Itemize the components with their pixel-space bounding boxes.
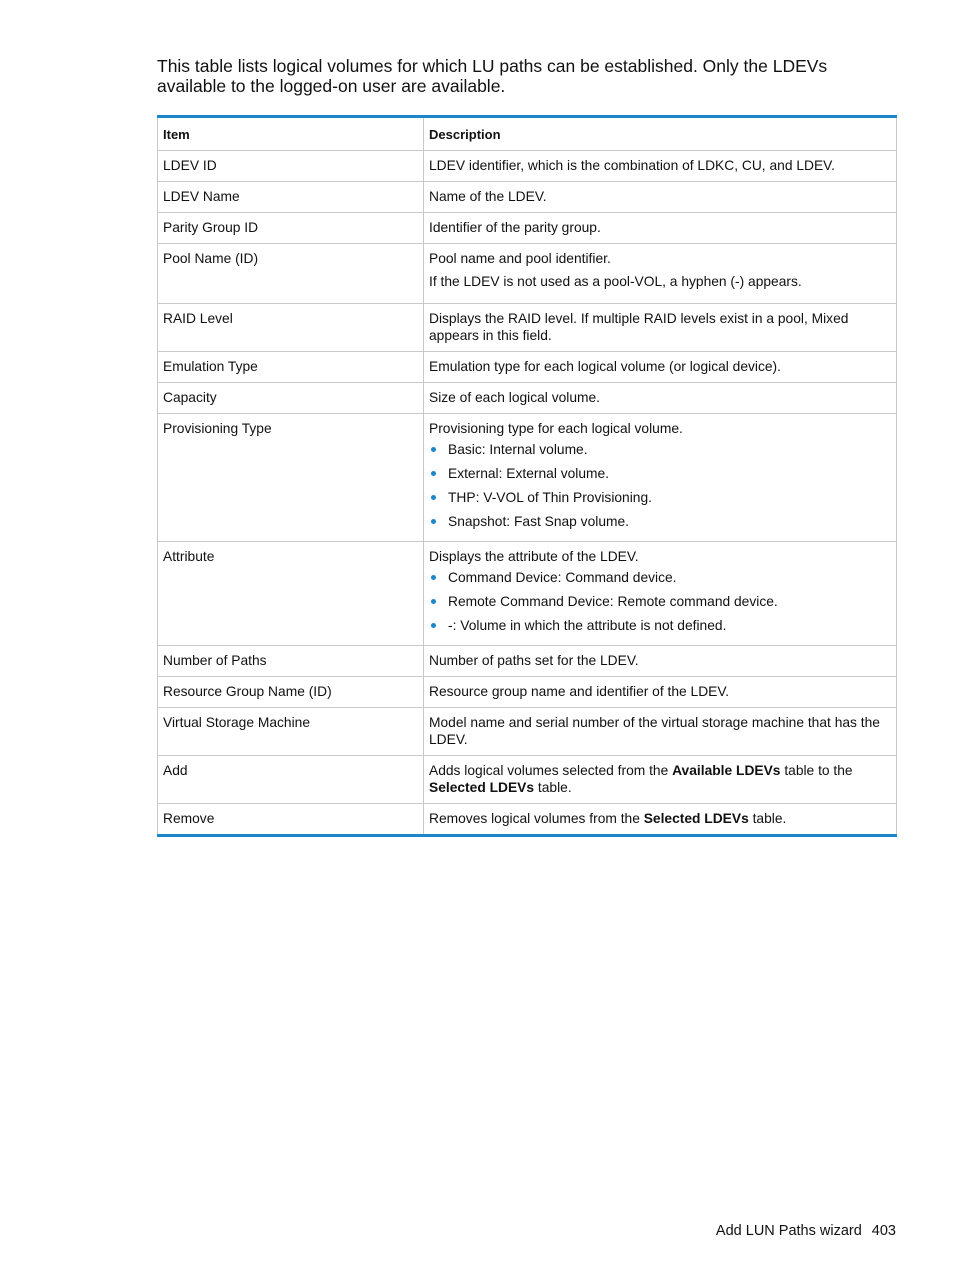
description-cell [424, 677, 897, 708]
item-cell: LDEV Name [158, 182, 424, 213]
table-row [158, 708, 897, 756]
description-text [429, 762, 891, 796]
bullet-icon [431, 447, 436, 452]
item-cell: Emulation Type [158, 352, 424, 383]
description-text: LDEV identifier, which is the combination of LDKC, CU, and LDEV. [429, 158, 835, 173]
table-row [158, 677, 897, 708]
item-cell: Attribute [158, 542, 424, 646]
list-item [429, 569, 891, 586]
ldev-table [157, 115, 897, 837]
bullet-icon [431, 495, 436, 500]
description-text: Displays the RAID level. If multiple RAID levels exist in a pool, Mixed appears in this field. [429, 311, 849, 343]
table-row [158, 756, 897, 804]
text-run: Adds logical volumes selected from the [429, 763, 673, 778]
item-cell: RAID Level [158, 304, 424, 352]
list-item [429, 617, 891, 634]
list-item [429, 465, 891, 482]
description-text: Model name and serial number of the virtual storage machine that has the LDEV. [429, 715, 880, 747]
description-text: Size of each logical volume. [429, 390, 601, 405]
footer-section-title: Add LUN Paths wizard [715, 1223, 862, 1239]
list-item-text: Snapshot: Fast Snap volume. [448, 514, 629, 529]
list-item-text: -: Volume in which the attribute is not defined. [448, 618, 727, 633]
description-text: Emulation type for each logical volume (or logical device). [429, 359, 781, 374]
list-item [429, 593, 891, 610]
table-row [158, 646, 897, 677]
description-cell [424, 304, 897, 352]
item-cell: Virtual Storage Machine [158, 708, 424, 756]
list-item [429, 489, 891, 506]
list-item [429, 441, 891, 458]
item-cell: LDEV ID [158, 151, 424, 182]
description-cell [424, 414, 897, 542]
description-cell [424, 213, 897, 244]
table-row [158, 804, 897, 836]
text-run: table. [534, 780, 572, 795]
page-number: 403 [871, 1223, 896, 1239]
bullet-icon [431, 575, 436, 580]
table-row [158, 182, 897, 213]
ui-term: Selected LDEVs [429, 780, 535, 795]
bullet-icon [431, 599, 436, 604]
bullet-list [429, 441, 891, 530]
description-text: Name of the LDEV. [429, 189, 547, 204]
description-cell [424, 804, 897, 836]
list-item-text: External: External volume. [448, 466, 610, 481]
table-row [158, 213, 897, 244]
item-cell: Parity Group ID [158, 213, 424, 244]
item-cell: Pool Name (ID) [158, 244, 424, 304]
description-cell [424, 244, 897, 304]
table-row [158, 414, 897, 542]
header-description: Description [424, 117, 897, 151]
text-run: Removes logical volumes from the [429, 811, 644, 826]
table-row [158, 542, 897, 646]
list-item [429, 513, 891, 530]
intro-paragraph: This table lists logical volumes for which LU paths can be established. Only the LDEVs available to the logged-on user are available. [157, 56, 828, 96]
item-cell: Provisioning Type [158, 414, 424, 542]
bullet-icon [431, 519, 436, 524]
description-text: Number of paths set for the LDEV. [429, 653, 639, 668]
description-cell [424, 708, 897, 756]
text-run: table to the [780, 763, 853, 778]
description-text: Resource group name and identifier of the LDEV. [429, 684, 730, 699]
ui-term: Selected LDEVs [643, 811, 749, 826]
description-text: Identifier of the parity group. [429, 220, 601, 235]
description-cell [424, 383, 897, 414]
bullet-icon [431, 623, 436, 628]
list-item-text: THP: V-VOL of Thin Provisioning. [448, 490, 652, 505]
table-row [158, 151, 897, 182]
ui-term: Available LDEVs [672, 763, 781, 778]
list-item-text: Command Device: Command device. [448, 570, 677, 585]
description-cell [424, 182, 897, 213]
table-header-row [158, 117, 897, 151]
description-cell [424, 756, 897, 804]
page-footer [716, 1223, 896, 1239]
description-text: Pool name and pool identifier. [429, 251, 611, 266]
description-cell [424, 646, 897, 677]
item-cell: Add [158, 756, 424, 804]
table-row [158, 244, 897, 304]
table-row [158, 383, 897, 414]
description-note: If the LDEV is not used as a pool-VOL, a hyphen (-) appears. [429, 274, 802, 289]
item-cell: Capacity [158, 383, 424, 414]
description-cell [424, 352, 897, 383]
table-row [158, 304, 897, 352]
list-item-text: Basic: Internal volume. [448, 442, 588, 457]
bullet-icon [431, 471, 436, 476]
table-row [158, 352, 897, 383]
description-cell [424, 151, 897, 182]
text-run: table. [748, 811, 787, 826]
list-item-text: Remote Command Device: Remote command device. [448, 594, 778, 609]
bullet-list [429, 569, 891, 634]
item-cell: Remove [158, 804, 424, 836]
description-cell [424, 542, 897, 646]
description-text: Displays the attribute of the LDEV. [429, 549, 639, 564]
description-text: Provisioning type for each logical volume. [429, 421, 683, 436]
description-text [429, 810, 891, 827]
item-cell: Number of Paths [158, 646, 424, 677]
header-item: Item [158, 117, 424, 151]
item-cell: Resource Group Name (ID) [158, 677, 424, 708]
